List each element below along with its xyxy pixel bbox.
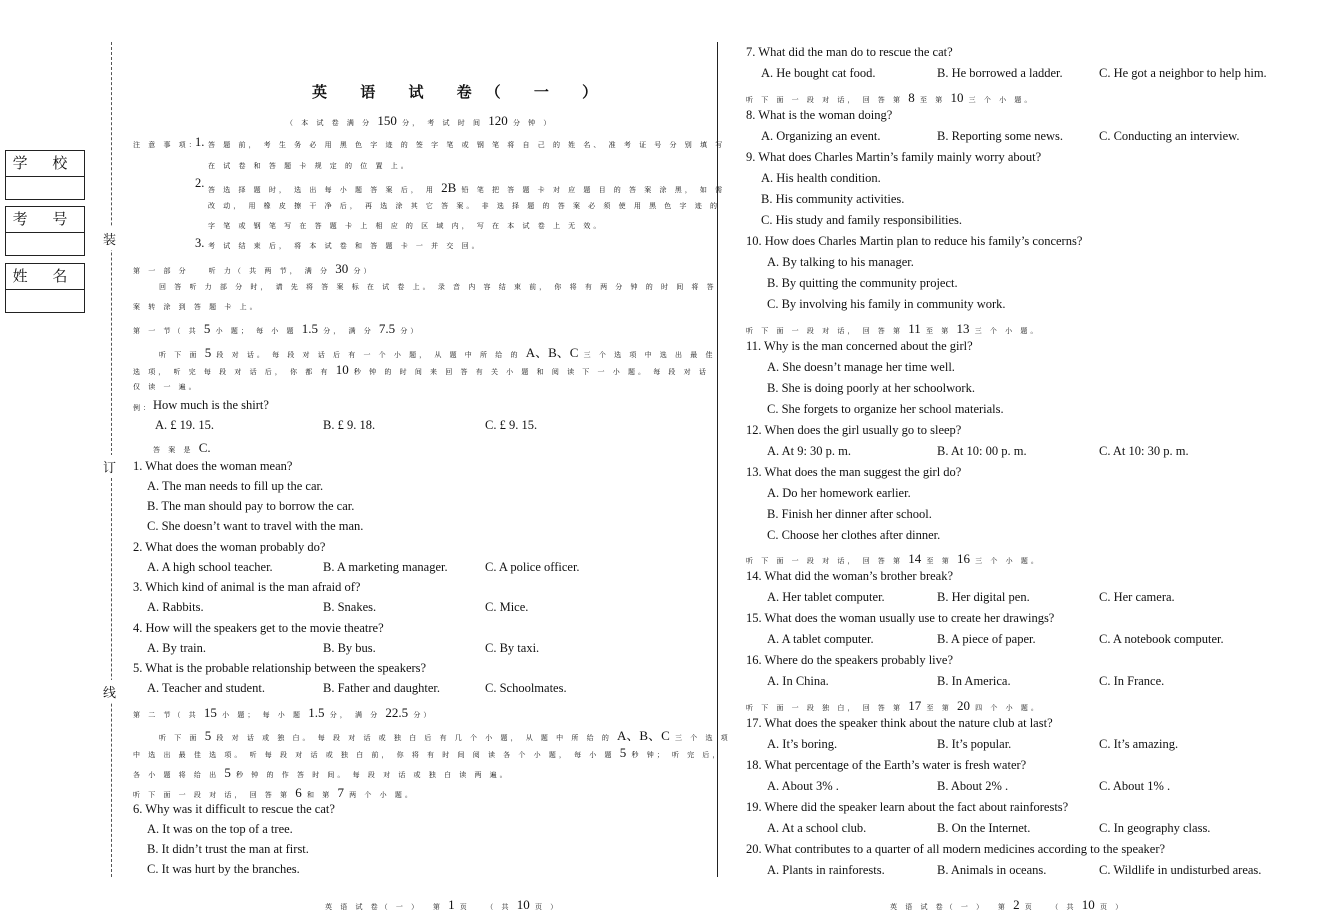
example-option-a: A. £ 19. 15.	[155, 418, 215, 432]
note-1-line-1: 答 题 前， 考 生 务 必 用 黑 色 字 迹 的 签 字 笔 或 钢 笔 将 自 己 的 姓 名、 准 考 证 号 分 别 填 写	[208, 141, 726, 149]
exam-subtitle: （ 本 试 卷 满 分 150 分， 考 试 时 间 120 分 钟 ）	[286, 113, 554, 128]
example-answer: 答 案 是 C.	[153, 440, 211, 455]
note-1-line-2: 在 试 卷 和 答 题 卡 规 定 的 位 置 上。	[208, 162, 411, 170]
question-6-option-c: C. It was hurt by the branches.	[147, 862, 300, 876]
section-2-directions-2: 中 选 出 最 佳 选 项。 听 每 段 对 话 或 独 白 前， 你 将 有 时 间 阅 读 各 个 小 题， 每 小 题 5 秒 钟； 听 完 后，	[133, 745, 723, 760]
question-15-option-a: A. A tablet computer.	[767, 632, 874, 646]
question-11-option-b: B. She is doing poorly at her schoolwork.	[767, 381, 975, 395]
question-10-option-c: C. By involving his family in community work.	[767, 297, 1006, 311]
question-13-option-b: B. Finish her dinner after school.	[767, 507, 932, 521]
question-7-option-b: B. He borrowed a ladder.	[937, 66, 1063, 80]
question-19-option-b: B. On the Internet.	[937, 821, 1031, 835]
seal-mark-ding: 订	[103, 455, 116, 478]
exam-number-field[interactable]	[5, 206, 85, 256]
question-9: 9. What does Charles Martin’s family mainly worry about?	[746, 150, 1042, 164]
question-5: 5. What is the probable relationship between the speakers?	[133, 661, 427, 675]
group-instruction-8-10: 听 下 面 一 段 对 话， 回 答 第 8 至 第 10 三 个 小 题。	[746, 90, 1035, 105]
question-3: 3. Which kind of animal is the man afraid of?	[133, 580, 361, 594]
question-16-option-c: C. In France.	[1099, 674, 1165, 688]
question-18: 18. What percentage of the Earth’s water is fresh water?	[746, 758, 1027, 772]
question-10-option-b: B. By quitting the community project.	[767, 276, 958, 290]
question-5-option-c: C. Schoolmates.	[485, 681, 567, 695]
question-4-option-c: C. By taxi.	[485, 641, 540, 655]
question-3-option-c: C. Mice.	[485, 600, 529, 614]
question-17: 17. What does the speaker think about the nature club at last?	[746, 716, 1053, 730]
question-19: 19. Where did the speaker learn about the fact about rainforests?	[746, 800, 1069, 814]
question-1: 1. What does the woman mean?	[133, 459, 293, 473]
question-11-option-c: C. She forgets to organize her school materials.	[767, 402, 1004, 416]
question-14: 14. What did the woman’s brother break?	[746, 569, 954, 583]
question-9-option-b: B. His community activities.	[761, 192, 905, 206]
question-20: 20. What contributes to a quarter of all modern medicines according to the speaker?	[746, 842, 1166, 856]
question-8: 8. What is the woman doing?	[746, 108, 893, 122]
note-2-line-1: 答 选 择 题 时， 选 出 每 小 题 答 案 后， 用 2B 铅 笔 把 答 题 卡 对 应 题 目 的 答 案 涂 黑， 如 需	[208, 180, 726, 195]
section-1-directions-3: 仅 读 一 遍。	[133, 383, 199, 391]
question-5-option-a: A. Teacher and student.	[147, 681, 265, 695]
question-6-option-b: B. It didn’t trust the man at first.	[147, 842, 309, 856]
question-13: 13. What does the man suggest the girl do?	[746, 465, 962, 479]
note-1-number: 1.	[195, 135, 205, 149]
note-2-line-2: 改 动， 用 橡 皮 擦 干 净 后， 再 选 涂 其 它 答 案。 非 选 择 题 的 答 案 必 须 使 用 黑 色 字 迹 的	[208, 202, 720, 210]
question-14-option-a: A. Her tablet computer.	[767, 590, 885, 604]
question-13-option-c: C. Choose her clothes after dinner.	[767, 528, 941, 542]
question-19-option-c: C. In geography class.	[1099, 821, 1211, 835]
question-11-option-a: A. She doesn’t manage her time well.	[767, 360, 955, 374]
group-instruction-11-13: 听 下 面 一 段 对 话， 回 答 第 11 至 第 13 三 个 小 题。	[746, 321, 1041, 336]
question-10: 10. How does Charles Martin plan to reduce his family’s concerns?	[746, 234, 1083, 248]
part-1-intro-2: 案 转 涂 到 答 题 卡 上。	[133, 303, 260, 311]
note-2-line-3: 字 笔 或 钢 笔 写 在 答 题 卡 上 相 应 的 区 域 内， 写 在 本 试 卷 上 无 效。	[208, 222, 604, 230]
question-19-option-a: A. At a school club.	[767, 821, 867, 835]
question-4: 4. How will the speakers get to the movie theatre?	[133, 621, 384, 635]
question-12-option-a: A. At 9: 30 p. m.	[767, 444, 852, 458]
question-9-option-c: C. His study and family responsibilities.	[761, 213, 963, 227]
example-label: 例：	[133, 404, 153, 412]
section-2-directions-1: 听 下 面 5 段 对 话 或 独 白。 每 段 对 话 或 独 白 后 有 几 个 小 题， 从 题 中 所 给 的 A、B、C 三 个 选 项	[159, 728, 731, 743]
question-2-option-c: C. A police officer.	[485, 560, 580, 574]
question-16-option-a: A. In China.	[767, 674, 829, 688]
question-20-option-b: B. Animals in oceans.	[937, 863, 1047, 877]
question-18-option-c: C. About 1% .	[1099, 779, 1171, 793]
question-7-option-c: C. He got a neighbor to help him.	[1099, 66, 1267, 80]
name-blank[interactable]	[6, 290, 84, 312]
question-6-option-a: A. It was on the top of a tree.	[147, 822, 293, 836]
question-18-option-b: B. About 2% .	[937, 779, 1009, 793]
school-field[interactable]	[5, 150, 85, 200]
question-6: 6. Why was it difficult to rescue the cat?	[133, 802, 335, 816]
question-14-option-c: C. Her camera.	[1099, 590, 1175, 604]
seal-mark-xian: 线	[103, 680, 116, 703]
section-1-heading: 第 一 节（ 共 5 小 题； 每 小 题 1.5 分， 满 分 7.5 分）	[133, 321, 421, 336]
name-field[interactable]	[5, 263, 85, 313]
group-instruction-6-7: 听 下 面 一 段 对 话， 回 答 第 6 和 第 7 两 个 小 题。	[133, 785, 415, 800]
question-10-option-a: A. By talking to his manager.	[767, 255, 914, 269]
question-16: 16. Where do the speakers probably live?	[746, 653, 953, 667]
question-17-option-a: A. It’s boring.	[767, 737, 838, 751]
example-option-b: B. £ 9. 18.	[323, 418, 376, 432]
question-9-option-a: A. His health condition.	[761, 171, 881, 185]
question-15: 15. What does the woman usually use to create her drawings?	[746, 611, 1055, 625]
footer-page-2: 英 语 试 卷（ 一 ） 第 2 页 （ 共 10 页 ）	[890, 897, 1126, 912]
question-2-option-b: B. A marketing manager.	[323, 560, 448, 574]
question-12: 12. When does the girl usually go to sleep?	[746, 423, 962, 437]
question-1-option-c: C. She doesn’t want to travel with the man.	[147, 519, 364, 533]
question-1-option-b: B. The man should pay to borrow the car.	[147, 499, 355, 513]
question-7-option-a: A. He bought cat food.	[761, 66, 876, 80]
question-8-option-a: A. Organizing an event.	[761, 129, 881, 143]
seal-mark-zhuang: 装	[103, 227, 116, 250]
part-1-heading: 第 一 部 分 听 力（ 共 两 节， 满 分 30 分）	[133, 261, 374, 276]
school-label: 学 校	[6, 151, 84, 177]
part-1-intro-1: 回 答 听 力 部 分 时， 请 先 将 答 案 标 在 试 卷 上。 录 音 内 容 结 束 前， 你 将 有 两 分 钟 的 时 间 将 答	[159, 283, 717, 291]
question-2-option-a: A. A high school teacher.	[147, 560, 273, 574]
section-2-heading: 第 二 节（ 共 15 小 题； 每 小 题 1.5 分， 满 分 22.5 分）	[133, 705, 434, 720]
note-2-number: 2.	[195, 176, 205, 190]
question-17-option-b: B. It’s popular.	[937, 737, 1012, 751]
exam-number-blank[interactable]	[6, 233, 84, 255]
question-12-option-c: C. At 10: 30 p. m.	[1099, 444, 1189, 458]
question-17-option-c: C. It’s amazing.	[1099, 737, 1179, 751]
example-question: How much is the shirt?	[153, 398, 269, 412]
question-14-option-b: B. Her digital pen.	[937, 590, 1030, 604]
question-8-option-c: C. Conducting an interview.	[1099, 129, 1240, 143]
question-20-option-c: C. Wildlife in undisturbed areas.	[1099, 863, 1262, 877]
question-4-option-a: A. By train.	[147, 641, 207, 655]
question-4-option-b: B. By bus.	[323, 641, 376, 655]
question-20-option-a: A. Plants in rainforests.	[767, 863, 885, 877]
note-3-line-1: 考 试 结 束 后， 将 本 试 卷 和 答 题 卡 一 并 交 回。	[208, 242, 482, 250]
question-15-option-b: B. A piece of paper.	[937, 632, 1036, 646]
name-label: 姓 名	[6, 264, 84, 290]
page-title: 英 语 试 卷（ 一 ）	[312, 83, 612, 101]
question-16-option-b: B. In America.	[937, 674, 1011, 688]
footer-page-1: 英 语 试 卷（ 一 ） 第 1 页 （ 共 10 页 ）	[325, 897, 561, 912]
question-3-option-a: A. Rabbits.	[147, 600, 204, 614]
question-8-option-b: B. Reporting some news.	[937, 129, 1064, 143]
example-option-c: C. £ 9. 15.	[485, 418, 538, 432]
question-13-option-a: A. Do her homework earlier.	[767, 486, 911, 500]
note-3-number: 3.	[195, 236, 205, 250]
question-11: 11. Why is the man concerned about the girl?	[746, 339, 973, 353]
notes-label: 注 意 事 项：	[133, 141, 199, 149]
question-1-option-a: A. The man needs to fill up the car.	[147, 479, 324, 493]
question-12-option-b: B. At 10: 00 p. m.	[937, 444, 1027, 458]
question-18-option-a: A. About 3% .	[767, 779, 839, 793]
school-blank[interactable]	[6, 177, 84, 199]
group-instruction-14-16: 听 下 面 一 段 对 话， 回 答 第 14 至 第 16 三 个 小 题。	[746, 551, 1041, 566]
question-3-option-b: B. Snakes.	[323, 600, 377, 614]
section-1-directions-1: 听 下 面 5 段 对 话。 每 段 对 话 后 有 一 个 小 题， 从 题 中 所 给 的 A、B、C 三 个 选 项 中 选 出 最 佳	[159, 345, 716, 360]
question-7: 7. What did the man do to rescue the cat?	[746, 45, 953, 59]
exam-number-label: 考 号	[6, 207, 84, 233]
group-instruction-17-20: 听 下 面 一 段 独 白， 回 答 第 17 至 第 20 四 个 小 题。	[746, 698, 1041, 713]
section-1-directions-2: 选 项， 听 完 每 段 对 话 后， 你 都 有 10 秒 钟 的 时 间 来 回 答 有 关 小 题 和 阅 读 下 一 小 题。 每 段 对 话	[133, 362, 709, 377]
question-15-option-c: C. A notebook computer.	[1099, 632, 1224, 646]
question-2: 2. What does the woman probably do?	[133, 540, 326, 554]
section-2-directions-3: 各 小 题 将 给 出 5 秒 钟 的 作 答 时 间。 每 段 对 话 或 独 白 读 两 遍。	[133, 765, 510, 780]
question-5-option-b: B. Father and daughter.	[323, 681, 440, 695]
